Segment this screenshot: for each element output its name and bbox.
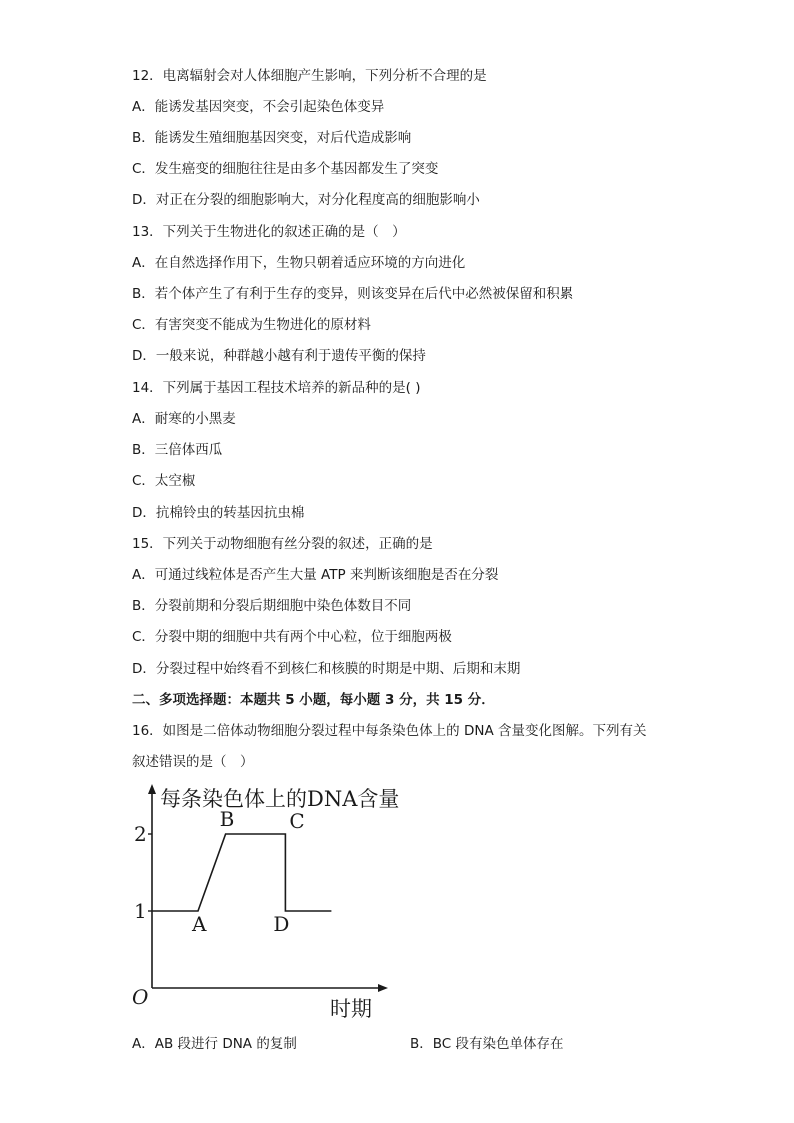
origin-label: O (132, 985, 149, 1009)
q14-stem: 14．下列属于基因工程技术培养的新品种的是( ) (132, 380, 421, 396)
q14-option-d: D．抗棉铃虫的转基因抗虫棉 (132, 505, 305, 521)
q15-stem: 15．下列关于动物细胞有丝分裂的叙述，正确的是 (132, 536, 433, 552)
q14-option-c: C．太空椒 (132, 473, 196, 489)
q13-option-b: B．若个体产生了有利于生存的变异，则该变异在后代中必然被保留和积累 (132, 286, 574, 302)
dna-content-line (152, 834, 331, 911)
q12-option-b: B．能诱发生殖细胞基因突变，对后代造成影响 (132, 130, 412, 146)
y-axis-arrow (148, 784, 156, 794)
q16-option-a: A．AB 段进行 DNA 的复制 (132, 1036, 297, 1052)
point-label-c: C (289, 809, 305, 833)
q13-option-a: A．在自然选择作用下，生物只朝着适应环境的方向进化 (132, 255, 466, 271)
q16-option-b: B．BC 段有染色单体存在 (410, 1036, 564, 1052)
q16-stem-line1: 16．如图是二倍体动物细胞分裂过程中每条染色体上的 DNA 含量变化图解。下列有关 (132, 723, 647, 739)
point-label-d: D (273, 912, 290, 936)
section-2-heading: 二、多项选择题：本题共 5 小题，每小题 3 分，共 15 分． (132, 692, 495, 708)
q15-option-d: D．分裂过程中始终看不到核仁和核膜的时期是中期、后期和末期 (132, 661, 521, 677)
y-axis-label: 每条染色体上的DNA含量 (160, 787, 400, 811)
q12-stem: 12．电离辐射会对人体细胞产生影响，下列分析不合理的是 (132, 68, 487, 84)
point-label-b: B (219, 807, 235, 831)
y-tick-label-2: 2 (134, 822, 147, 846)
q13-option-c: C．有害突变不能成为生物进化的原材料 (132, 317, 371, 333)
q15-option-a: A．可通过线粒体是否产生大量 ATP 来判断该细胞是否在分裂 (132, 567, 499, 583)
q13-stem: 13．下列关于生物进化的叙述正确的是（ ） (132, 224, 406, 240)
q16-stem-line2: 叙述错误的是（ ） (132, 754, 254, 770)
q12-option-d: D．对正在分裂的细胞影响大，对分化程度高的细胞影响小 (132, 192, 480, 208)
q14-option-a: A．耐寒的小黑麦 (132, 411, 236, 427)
q15-option-b: B．分裂前期和分裂后期细胞中染色体数目不同 (132, 598, 412, 614)
x-axis-arrow (378, 984, 388, 992)
q13-option-d: D．一般来说，种群越小越有利于遗传平衡的保持 (132, 348, 426, 364)
q12-option-a: A．能诱发基因突变，不会引起染色体变异 (132, 99, 385, 115)
q12-option-c: C．发生癌变的细胞往往是由多个基因都发生了突变 (132, 161, 439, 177)
q15-option-c: C．分裂中期的细胞中共有两个中心粒，位于细胞两极 (132, 629, 452, 645)
q14-option-b: B．三倍体西瓜 (132, 442, 223, 458)
dna-content-chart (128, 780, 428, 1025)
point-label-a: A (192, 912, 207, 936)
y-tick-label-1: 1 (134, 899, 147, 923)
x-axis-label: 时期 (330, 997, 372, 1021)
